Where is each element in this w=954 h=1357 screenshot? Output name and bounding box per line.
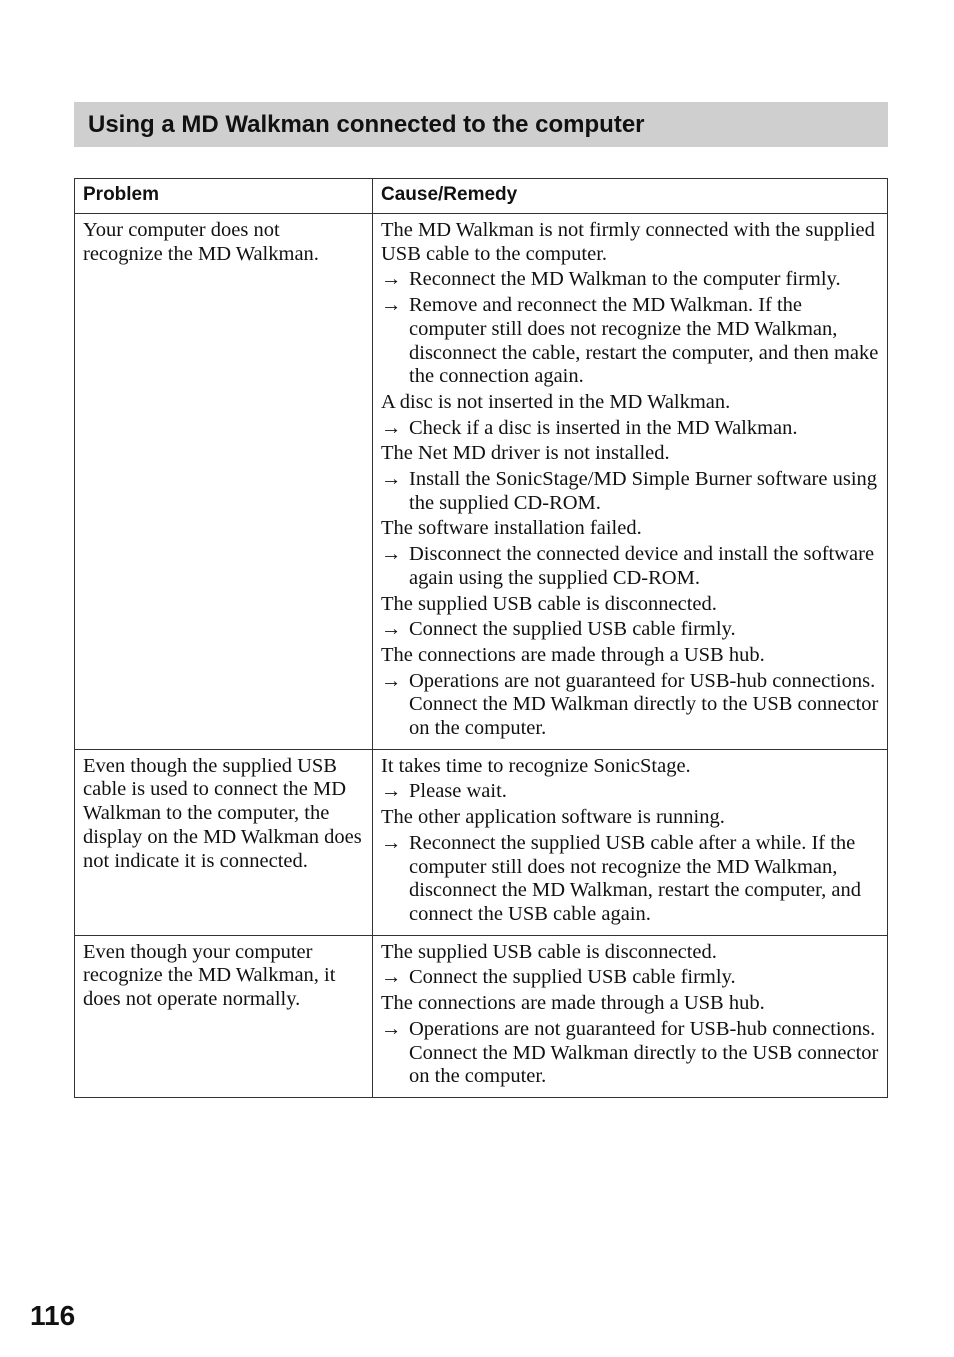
remedy-item [381,618,881,642]
arrow-right-icon: → [381,543,402,566]
remedy-item [381,670,881,741]
cause-remedy-cell [373,214,888,750]
cause-text: The connections are made through a USB hub. [381,643,765,666]
arrow-right-icon: → [381,1017,402,1040]
remedy-item [381,294,881,389]
arrow-right-icon: → [381,416,402,439]
remedy-item [381,832,881,927]
table-row [75,749,888,935]
remedy-text: Check if a disc is inserted in the MD Walkman. [409,416,798,439]
cause-text: The connections are made through a USB hub. [381,992,765,1015]
remedy-item [381,268,881,292]
cause-text: The software installation failed. [381,517,642,540]
remedy-item [381,417,881,441]
problem-cell: Even though your computer recognize the MD Walkman, it does not operate normally. [75,935,373,1097]
remedy-text: Reconnect the supplied USB cable after a while. If the computer still does not recognize the MD Walkman, disconnect the MD Walkman, restart the computer, and connect the USB cable again. [409,831,862,925]
problem-cell: Your computer does not recognize the MD Walkman. [75,214,373,750]
arrow-right-icon: → [381,618,402,641]
cause-text: The other application software is running. [381,806,725,829]
arrow-right-icon: → [381,294,402,317]
section-title: Using a MD Walkman connected to the computer [88,110,645,138]
section-header [74,102,888,147]
troubleshooting-table [74,178,888,1098]
remedy-item [381,543,881,590]
cause-remedy-cell [373,749,888,935]
page-number: 116 [30,1300,76,1331]
arrow-right-icon: → [381,268,402,291]
remedy-item [381,1018,881,1089]
arrow-right-icon: → [381,831,402,854]
cause-text: It takes time to recognize SonicStage. [381,754,691,777]
arrow-right-icon: → [381,966,402,989]
remedy-item [381,780,881,804]
remedy-text: Please wait. [409,780,507,803]
remedy-text: Reconnect the MD Walkman to the computer firmly. [409,268,841,291]
remedy-item [381,966,881,990]
table-row [75,935,888,1097]
arrow-right-icon: → [381,669,402,692]
remedy-text: Disconnect the connected device and install the software again using the supplied CD-ROM. [409,543,875,589]
table-body [75,214,888,1098]
cause-text: The MD Walkman is not firmly connected with the supplied USB cable to the computer. [381,219,875,265]
cause-text: A disc is not inserted in the MD Walkman. [381,390,731,413]
remedy-text: Connect the supplied USB cable firmly. [409,966,736,989]
cause-text: The supplied USB cable is disconnected. [381,592,717,615]
remedy-item [381,468,881,515]
cause-text: The Net MD driver is not installed. [381,442,670,465]
cause-text: The supplied USB cable is disconnected. [381,940,717,963]
header-problem: Problem [75,179,373,214]
remedy-text: Remove and reconnect the MD Walkman. If the computer still does not recognize the MD Walkman, disconnect the cable, restart the computer, and then make the connection again. [409,294,879,388]
problem-cell: Even though the supplied USB cable is used to connect the MD Walkman to the computer, the display on the MD Walkman does not indicate it is connected. [75,749,373,935]
remedy-text: Install the SonicStage/MD Simple Burner software using the supplied CD-ROM. [409,468,878,514]
remedy-text: Connect the supplied USB cable firmly. [409,618,736,641]
table-header-row [75,179,888,214]
remedy-text: Operations are not guaranteed for USB-hub connections. Connect the MD Walkman directly to the USB connector on the computer. [409,669,879,740]
table-row [75,214,888,750]
cause-remedy-cell [373,935,888,1097]
arrow-right-icon: → [381,780,402,803]
header-cause-remedy: Cause/Remedy [373,179,888,214]
remedy-text: Operations are not guaranteed for USB-hub connections. Connect the MD Walkman directly to the USB connector on the computer. [409,1017,879,1088]
arrow-right-icon: → [381,468,402,491]
